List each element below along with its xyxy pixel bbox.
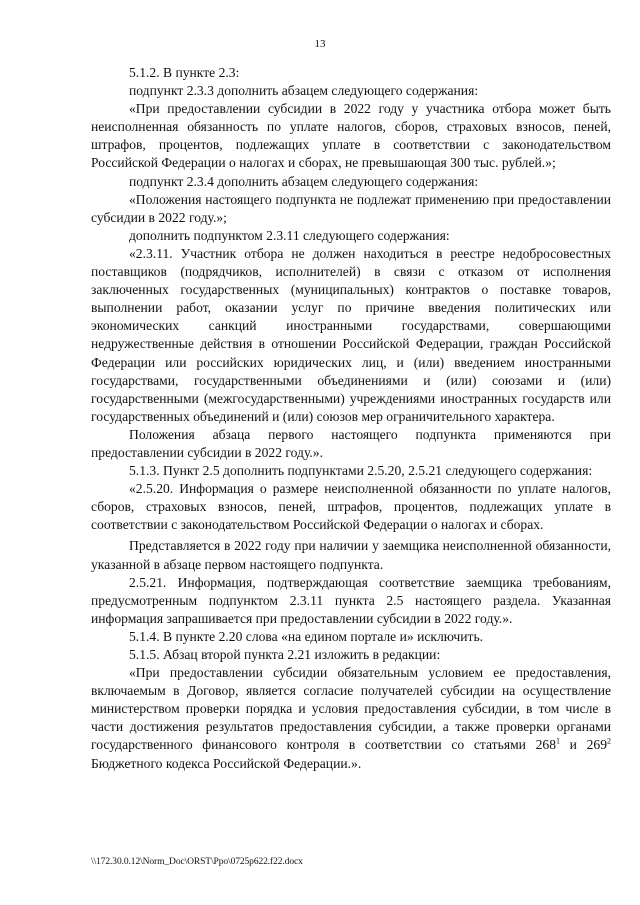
final-paragraph-text: и 269 (560, 737, 608, 753)
paragraph: Представляется в 2022 году при наличии у заемщика неисполненной обязанности, указанной в абзаце первом настоящего подпункта. (91, 538, 611, 572)
paragraph: 5.1.3. Пункт 2.5 дополнить подпунктами 2.5.20, 2.5.21 следующего содержания: (129, 463, 593, 479)
paragraph: Положения абзаца первого настоящего подпункта применяются при предоставлении субсидии в 2022 году.». (91, 426, 611, 460)
paragraph: «2.3.11. Участник отбора не должен находиться в реестре недобросовестных поставщиков (подрядчиков, исполнителей) в связи с отказом от исполнения заключенных государственных (муниципальных) контрактов о поставке товаров, выполнении работ, оказании услуг по причине введения политических или экономических санкций иностранными государствами, совершающими недружественные действия в отношении Российской Федерации, граждан Российской Федерации или российских юридических лиц, и (или) введением иностранными государствами, государственными объединениями и (или) союзами и (или) государственными (межгосударственными) учреждениями иностранных государств или государственных объединений и (или) союзов мер ограничительного характера. (91, 245, 611, 424)
paragraph: подпункт 2.3.4 дополнить абзацем следующего содержания: (129, 173, 479, 189)
superscript: 1 (556, 736, 561, 746)
final-paragraph-text: «При предоставлении субсидии обязательным условием ее предоставления, включаемым в Договор, является согласие получателей субсидии на осуществление министерством проверки порядка и условия предоставления субсидии, в том числе в части достижения результатов предоставления субсидии, а также проверки органами государственного финансового контроля в соответствии со статьями 268 (91, 665, 611, 753)
paragraph: 2.5.21. Информация, подтверждающая соответствие заемщика требованиям, предусмотренным подпунктом 2.3.11 пункта 2.5 настоящего раздела. Указанная информация запрашивается при предоставлении субсидии в 2022 году.». (91, 574, 611, 626)
file-path-footer: \\172.30.0.12\Norm_Doc\ORST\Ppo\0725p622.f22.docx (91, 857, 303, 867)
paragraph: 5.1.5. Абзац второй пункта 2.21 изложить в редакции: (129, 647, 441, 662)
paragraph: 5.1.4. В пункте 2.20 слова «на едином портале и» исключить. (129, 628, 484, 644)
page-number: 13 (314, 38, 326, 50)
superscript: 2 (607, 736, 612, 746)
paragraph: «Положения настоящего подпункта не подлежат применению при предоставлении субсидии в 2022 году.»; (91, 191, 611, 225)
document-body (91, 64, 611, 773)
final-paragraph (91, 664, 611, 773)
paragraph: 5.1.2. В пункте 2.3: (129, 65, 240, 80)
paragraph: подпункт 2.3.3 дополнить абзацем следующего содержания: (129, 83, 479, 99)
paragraph: «2.5.20. Информация о размере неисполненной обязанности по уплате налогов, сборов, страховых взносов, пеней, штрафов, процентов, подлежащих уплате в соответствии с законодательством Российской Федерации о налогах и сборах. (91, 481, 611, 533)
final-paragraph-text: Бюджетного кодекса Российской Федерации.». (91, 755, 362, 771)
paragraph: «При предоставлении субсидии в 2022 году у участника отбора может быть неисполненная обязанность по уплате налогов, сборов, страховых взносов, пеней, штрафов, процентов, подлежащих уплате в соответствии с законодательством Российской Федерации о налогах и сборах, не превышающая 300 тыс. рублей.»; (91, 101, 611, 171)
paragraph: дополнить подпунктом 2.3.11 следующего содержания: (129, 227, 450, 243)
